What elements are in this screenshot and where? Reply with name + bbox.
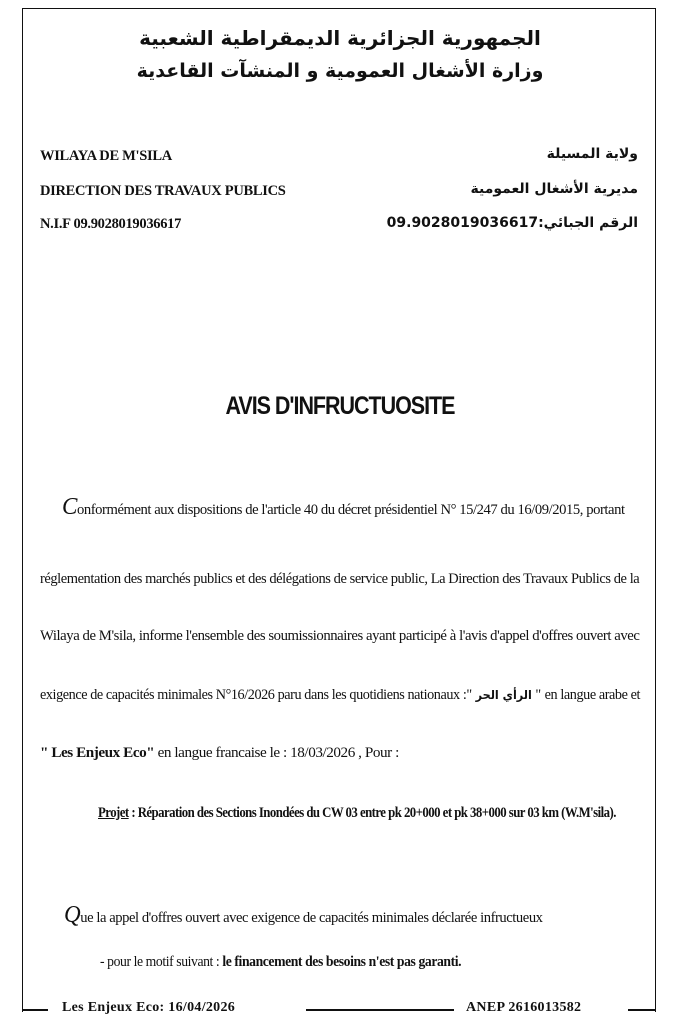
motif-reason: le financement des besoins n'est pas garanti. — [222, 953, 462, 970]
newspaper-arabic-name: الرأي الحر — [471, 688, 536, 702]
direction-name: DIRECTION DES TRAVAUX PUBLICS — [40, 183, 286, 199]
wilaya-name-arabic: ولاية المسيلة — [546, 146, 638, 162]
body-line-4-b: " en langue arabe et — [535, 686, 641, 703]
header-arabic-republic: الجمهورية الجزائرية الديمقراطية الشعبية — [139, 26, 541, 50]
footer-rule-left — [22, 1009, 48, 1011]
body-line-4 — [40, 686, 641, 704]
footer-anep-reference: ANEP 2616013582 — [466, 1000, 582, 1015]
conclusion-line-2 — [100, 953, 640, 971]
dropcap-q: Q — [64, 902, 81, 928]
body-line-4-a: exigence de capacités minimales N°16/2026 paru dans les quotidiens nationaux :" — [40, 686, 472, 703]
header-arabic-ministry: وزارة الأشغال العمومية و المنشآت القاعدية — [136, 60, 544, 82]
footer-rule-right — [628, 1009, 656, 1011]
footer — [0, 998, 680, 1020]
dropcap-c: C — [62, 494, 77, 520]
footer-publication: Les Enjeux Eco: 16/04/2026 — [62, 1000, 236, 1015]
body-line-1-text: onformément aux dispositions de l'article 40 du décret présidentiel N° 15/247 du 16/09/2015, portant — [76, 501, 625, 518]
conclusion-line-1-text: ue la appel d'offres ouvert avec exigence de capacités minimales déclarée infructueux — [80, 909, 543, 926]
projet-text: : Réparation des Sections Inondées du CW 03 entre pk 20+000 et pk 38+000 sur 03 km (W.M'sila). — [128, 805, 616, 821]
body-line-3: Wilaya de M'sila, informe l'ensemble des soumissionnaires ayant participé à l'avis d'appel d'offres ouvert avec — [40, 627, 640, 644]
wilaya-name: WILAYA DE M'SILA — [40, 148, 172, 164]
body-line-1 — [62, 494, 640, 521]
projet-label: Projet — [98, 805, 129, 821]
body-line-5 — [40, 744, 640, 762]
motif-label: - pour le motif suivant : — [100, 953, 223, 970]
projet-line — [98, 805, 640, 822]
footer-rule-middle — [306, 1009, 454, 1011]
direction-name-arabic: مديرية الأشغال العمومية — [470, 181, 638, 197]
page-title: AVIS D'INFRUCTUOSITE — [225, 392, 455, 420]
nif-number: N.I.F 09.9028019036617 — [40, 216, 182, 232]
newspaper-french-name: " Les Enjeux Eco" — [40, 744, 155, 761]
body-line-5-rest: en langue francaise le : 18/03/2026 , Pour : — [154, 744, 399, 761]
nif-number-arabic: الرقم الجبائي:09.9028019036617 — [386, 215, 638, 231]
body-line-2: réglementation des marchés publics et des délégations de service public, La Direction des Travaux Publics de la — [40, 570, 640, 587]
conclusion-line-1 — [64, 902, 640, 929]
